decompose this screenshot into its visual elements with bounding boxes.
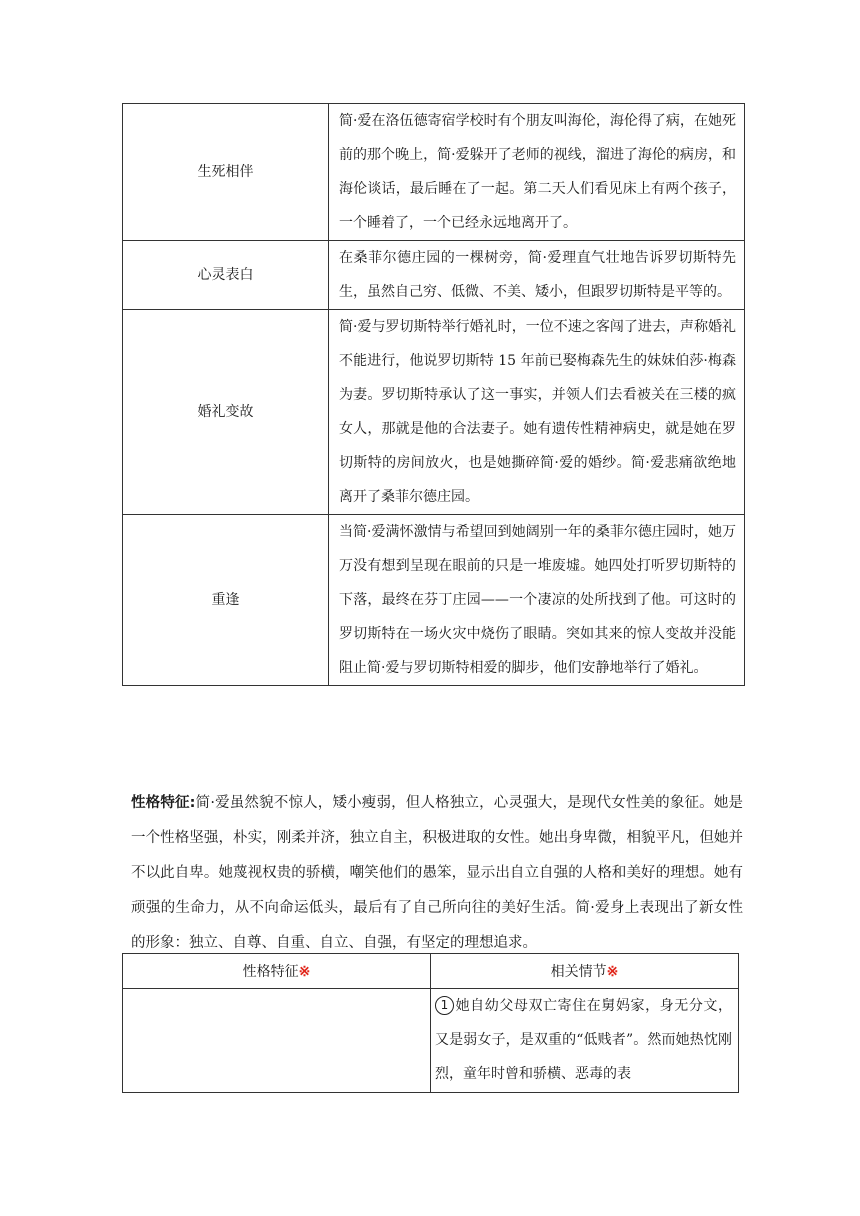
plot-summary-table bbox=[122, 103, 745, 686]
table-row bbox=[123, 241, 745, 310]
trait-plot-table bbox=[122, 953, 739, 1093]
plot-cell bbox=[431, 989, 739, 1093]
header-trait-label: 性格特征 bbox=[242, 964, 299, 980]
circled-number: 1 bbox=[435, 996, 454, 1015]
event-detail: 当简·爱满怀激情与希望回到她阔别一年的桑菲尔德庄园时，她万万没有想到呈现在眼前的只是一堆废墟。她四处打听罗切斯特的下落，最终在芬丁庄园——一个凄凉的处所找到了他。可这时的罗切斯特在一场火灾中烧伤了眼睛。突如其来的惊人变故并没能阻止简·爱与罗切斯特相爱的脚步，他们安静地举行了婚礼。 bbox=[329, 515, 745, 686]
table-header-row bbox=[123, 954, 739, 989]
header-plot bbox=[431, 954, 739, 989]
event-name: 心灵表白 bbox=[123, 241, 329, 310]
event-name: 婚礼变故 bbox=[123, 310, 329, 515]
table-row bbox=[123, 515, 745, 686]
event-detail: 在桑菲尔德庄园的一棵树旁，简·爱理直气壮地告诉罗切斯特先生，虽然自己穷、低微、不美、矮小，但跟罗切斯特是平等的。 bbox=[329, 241, 745, 310]
trait-cell bbox=[123, 989, 431, 1093]
table-row bbox=[123, 989, 739, 1093]
table-row bbox=[123, 104, 745, 241]
reference-mark-icon: ※ bbox=[606, 964, 619, 980]
header-plot-label: 相关情节 bbox=[550, 964, 607, 980]
event-name: 生死相伴 bbox=[123, 104, 329, 241]
plot-cell-text: 她自幼父母双亡寄住在舅妈家，身无分文，又是弱女子，是双重的“低贱者”。然而她热忱刚烈，童年时曾和骄横、恶毒的表 bbox=[435, 998, 732, 1082]
traits-text: 简·爱虽然貌不惊人，矮小瘦弱，但人格独立，心灵强大，是现代女性美的象征。她是一个性格坚强，朴实，刚柔并济，独立自主，积极进取的女性。她出身卑微，相貌平凡，但她并不以此自卑。她蔑视权贵的骄横，嘲笑他们的愚笨，显示出自立自强的人格和美好的理想。她有顽强的生命力，从不向命运低头，最后有了自己所向往的美好生活。简·爱身上表现出了新女性的形象：独立、自尊、自重、自立、自强，有坚定的理想追求。 bbox=[131, 795, 743, 951]
event-detail: 简·爱与罗切斯特举行婚礼时，一位不速之客闯了进去，声称婚礼不能进行，他说罗切斯特 15 年前已娶梅森先生的妹妹伯莎·梅森为妻。罗切斯特承认了这一事实，并领人们去看被关在三楼的疯女人，那就是他的合法妻子。她有遗传性精神病史，就是她在罗切斯特的房间放火，也是她撕碎简·爱的婚纱。简·爱悲痛欲绝地离开了桑菲尔德庄园。 bbox=[329, 310, 745, 515]
event-name: 重逢 bbox=[123, 515, 329, 686]
traits-label: 性格特征: bbox=[131, 795, 196, 811]
table-row bbox=[123, 310, 745, 515]
character-traits-paragraph bbox=[131, 786, 743, 961]
reference-mark-icon: ※ bbox=[298, 964, 311, 980]
event-detail: 简·爱在洛伍德寄宿学校时有个朋友叫海伦，海伦得了病，在她死前的那个晚上，简·爱躲开了老师的视线，溜进了海伦的病房，和海伦谈话，最后睡在了一起。第二天人们看见床上有两个孩子，一个睡着了，一个已经永远地离开了。 bbox=[329, 104, 745, 241]
header-trait bbox=[123, 954, 431, 989]
